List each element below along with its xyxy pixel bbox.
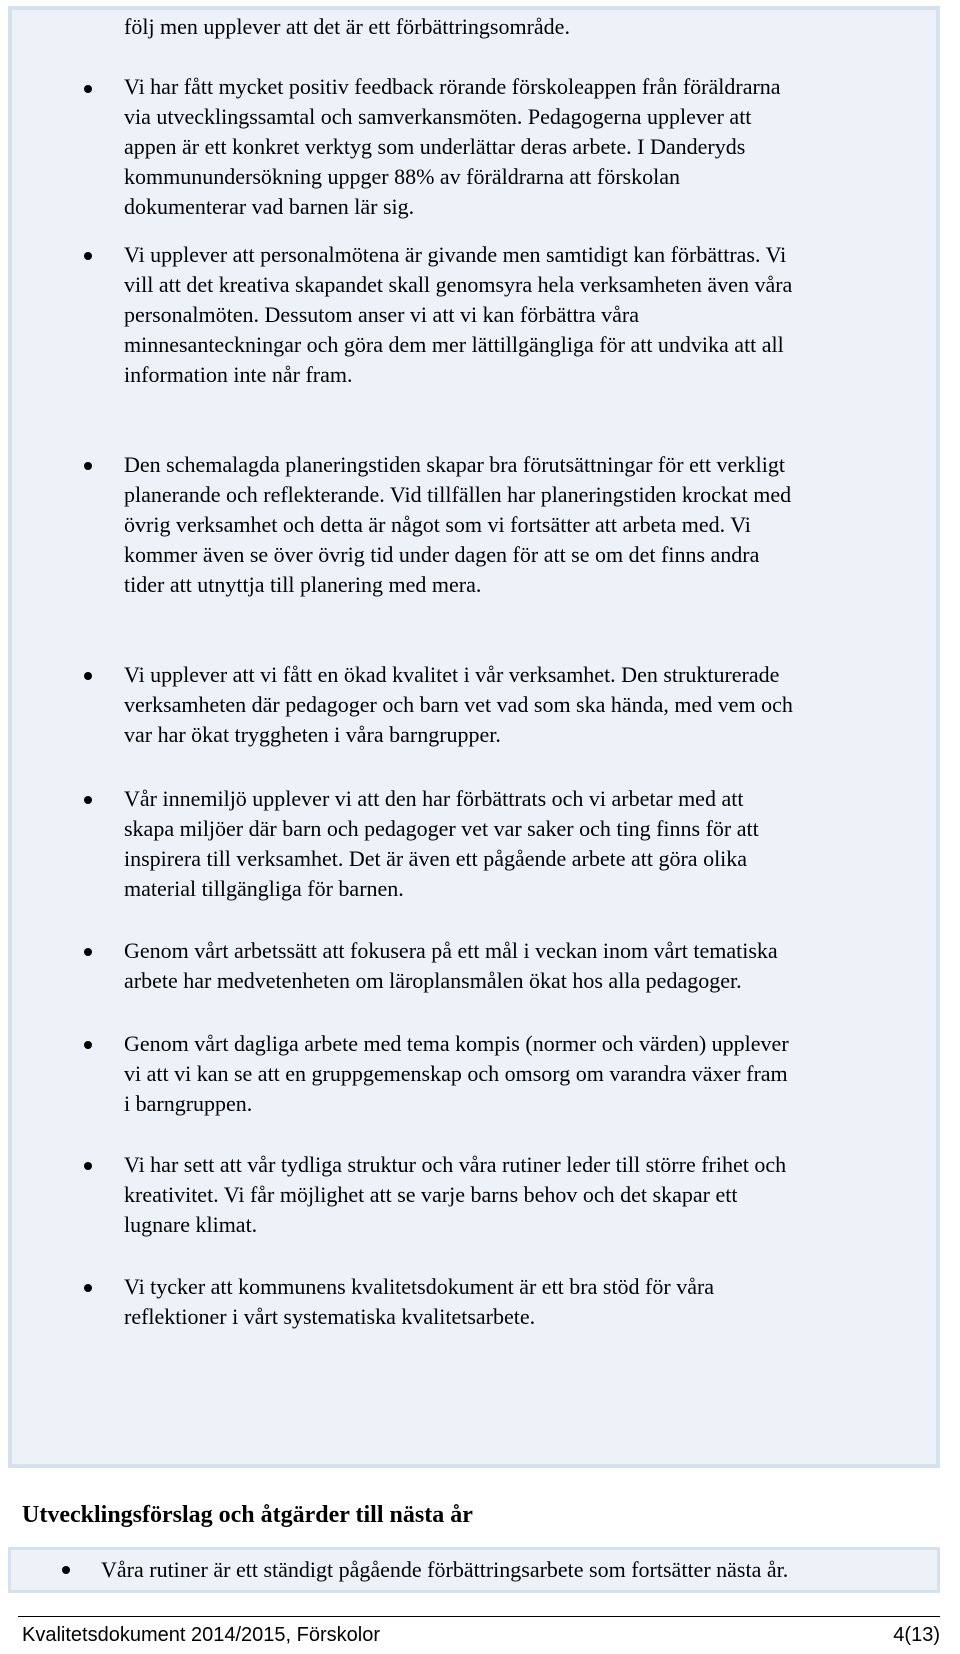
bullet-icon xyxy=(84,252,92,260)
list-item-text xyxy=(124,660,793,750)
bullet-icon xyxy=(84,672,92,680)
bullet-icon xyxy=(84,85,92,93)
section-heading: Utvecklingsförslag och åtgärder till nästa år xyxy=(22,1502,473,1528)
text-line: Vi upplever att personalmötena är givande men samtidigt kan förbättras. Vi xyxy=(124,242,787,267)
text-line: tider att utnyttja till planering med mera. xyxy=(124,572,482,597)
footer-document-title: Kvalitetsdokument 2014/2015, Förskolor xyxy=(22,1624,380,1646)
text-line: dokumenterar vad barnen lär sig. xyxy=(124,194,415,219)
text-line: material tillgängliga för barnen. xyxy=(124,876,404,901)
text-line: via utvecklingssamtal och samverkansmöten. Pedagogerna upplever att xyxy=(124,104,752,129)
text-line: Vi tycker att kommunens kvalitetsdokument är ett bra stöd för våra xyxy=(124,1274,715,1299)
text-line: skapa miljöer där barn och pedagoger vet var saker och ting finns för att xyxy=(124,816,759,841)
list-item-text xyxy=(124,1029,789,1119)
list-item-text xyxy=(124,240,792,390)
text-line: i barngruppen. xyxy=(124,1091,253,1116)
text-line: inspirera till verksamhet. Det är även ett pågående arbete att göra olika xyxy=(124,846,748,871)
text-line: Genom vårt arbetssätt att fokusera på ett mål i veckan inom vårt tematiska xyxy=(124,938,778,963)
text-line: kommer även se över övrig tid under dagen för att se om det finns andra xyxy=(124,542,760,567)
bullet-icon xyxy=(84,462,92,470)
bullet-icon xyxy=(84,1041,92,1049)
text-line: Vi har fått mycket positiv feedback rörande förskoleappen från föräldrarna xyxy=(124,74,781,99)
text-line: Genom vårt dagliga arbete med tema kompis (normer och värden) upplever xyxy=(124,1031,789,1056)
list-item-text xyxy=(124,1272,714,1332)
text-line: arbete har medvetenheten om läroplansmålen ökat hos alla pedagoger. xyxy=(124,968,742,993)
text-line: planerande och reflekterande. Vid tillfällen har planeringstiden krockat med xyxy=(124,482,792,507)
text-line: kreativitet. Vi får möjlighet att se varje barns behov och det skapar ett xyxy=(124,1182,738,1207)
bullet-icon xyxy=(84,948,92,956)
footer-page-number: 4(13) xyxy=(893,1624,940,1646)
bullet-icon xyxy=(84,796,92,804)
continuation-line: följ men upplever att det är ett förbättringsområde. xyxy=(124,14,570,39)
text-line: kommunundersökning uppger 88% av föräldrarna att förskolan xyxy=(124,164,680,189)
text-line: Vi har sett att vår tydliga struktur och våra rutiner leder till större frihet och xyxy=(124,1152,787,1177)
text-line: information inte når fram. xyxy=(124,362,353,387)
text-line: personalmöten. Dessutom anser vi att vi kan förbättra våra xyxy=(124,302,640,327)
text-line: verksamheten där pedagoger och barn vet vad som ska hända, med vem och xyxy=(124,692,793,717)
bullet-icon xyxy=(62,1566,70,1574)
section-bullet-text: Våra rutiner är ett ständigt pågående förbättringsarbete som fortsätter nästa år. xyxy=(101,1557,789,1582)
list-item-text xyxy=(124,936,778,996)
text-line: var har ökat tryggheten i våra barngrupper. xyxy=(124,722,501,747)
text-line: Vår innemiljö upplever vi att den har förbättrats och vi arbetar med att xyxy=(124,786,744,811)
text-line: vi att vi kan se att en gruppgemenskap och omsorg om varandra växer fram xyxy=(124,1061,788,1086)
list-item-text xyxy=(124,784,759,904)
text-line: minnesanteckningar och göra dem mer lättillgängliga för att undvika att all xyxy=(124,332,784,357)
text-line: övrig verksamhet och detta är något som vi fortsätter att arbeta med. Vi xyxy=(124,512,751,537)
text-line: Vi upplever att vi fått en ökad kvalitet i vår verksamhet. Den strukturerade xyxy=(124,662,780,687)
list-item-text xyxy=(124,1150,786,1240)
list-item-text xyxy=(124,72,781,222)
bullet-icon xyxy=(84,1284,92,1292)
footer-divider xyxy=(18,1616,940,1617)
text-line: appen är ett konkret verktyg som underlättar deras arbete. I Danderyds xyxy=(124,134,746,159)
text-line: lugnare klimat. xyxy=(124,1212,258,1237)
text-line: reflektioner i vårt systematiska kvalitetsarbete. xyxy=(124,1304,536,1329)
text-line: Den schemalagda planeringstiden skapar bra förutsättningar för ett verkligt xyxy=(124,452,785,477)
text-line: vill att det kreativa skapandet skall genomsyra hela verksamheten även våra xyxy=(124,272,793,297)
list-item-text xyxy=(124,450,791,600)
bullet-icon xyxy=(84,1162,92,1170)
